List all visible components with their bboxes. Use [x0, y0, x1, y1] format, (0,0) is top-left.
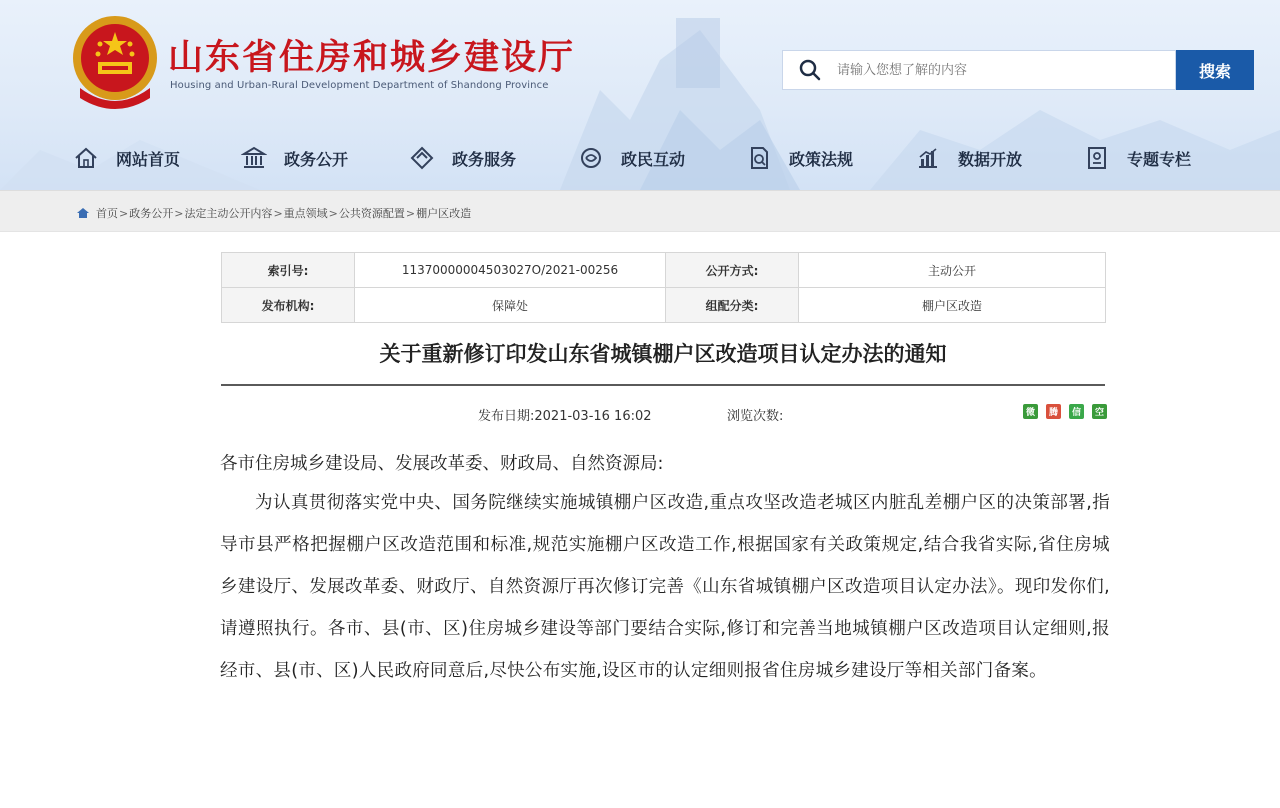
article-salutation: 各市住房城乡建设局、发展改革委、财政局、自然资源局: [220, 454, 664, 474]
breadcrumb-item-gov-affairs[interactable]: 政务公开 [129, 207, 174, 220]
main-nav [0, 140, 1280, 176]
nav-item-label: 政务服务 [452, 149, 517, 169]
nav-item-open-data[interactable] [914, 140, 1022, 176]
title-divider [221, 384, 1105, 386]
search-box [782, 50, 1176, 90]
breadcrumb-item-statutory[interactable]: 法定主动公开内容 [184, 207, 273, 220]
publisher-label: 发布机构: [222, 288, 355, 323]
national-emblem-logo [70, 14, 160, 110]
search-icon[interactable] [783, 51, 837, 89]
breadcrumb-bar [0, 190, 1280, 232]
site-header [0, 0, 1280, 190]
nav-item-policy[interactable] [745, 140, 853, 176]
disclosure-method-value: 主动公开 [799, 253, 1106, 288]
breadcrumb-separator: > [328, 206, 338, 220]
interaction-icon [577, 144, 605, 172]
site-title: 山东省住房和城乡建设厅 [168, 38, 576, 78]
service-diamond-icon [408, 144, 436, 172]
publish-date: 发布日期:2021-03-16 16:02 [478, 409, 652, 424]
breadcrumb-item-key-areas[interactable]: 重点领域 [283, 207, 328, 220]
article-paragraph: 为认真贯彻落实党中央、国务院继续实施城镇棚户区改造,重点攻坚改造老城区内脏乱差棚户区的决策部署,指导市县严格把握棚户区改造范围和标准,规范实施棚户区改造工作,根据国家有关政策规定,结合我省实际,省住房城乡建设厅、发展改革委、财政厅、自然资源厅再次修订完善《山东省城镇棚户区改造项目认定办法》。现印发你们,请遵照执行。各市、县(市、区)住房城乡建设等部门要结合实际,修订和完善当地城镇棚户区改造项目认定细则,报经市、县(市、区)人民政府同意后,尽快公布实施,设区市的认定细则报省住房城乡建设厅等相关部门备案。 [220, 493, 1110, 681]
breadcrumb [76, 205, 471, 221]
view-count: 浏览次数: [727, 409, 784, 424]
nav-item-gov-affairs[interactable] [240, 140, 348, 176]
nav-item-topics[interactable] [1083, 140, 1191, 176]
qzone-icon[interactable]: 空 [1092, 404, 1107, 419]
category-label: 组配分类: [666, 288, 799, 323]
weibo-icon[interactable]: 微 [1023, 404, 1038, 419]
index-number-value: 11370000004503027O/2021-00256 [355, 253, 666, 288]
nav-item-label: 数据开放 [958, 149, 1023, 169]
nav-item-label: 专题专栏 [1127, 149, 1192, 169]
nav-item-label: 政策法规 [789, 149, 854, 169]
index-number-label: 索引号: [222, 253, 355, 288]
breadcrumb-separator: > [174, 206, 184, 220]
data-chart-icon [914, 144, 942, 172]
category-value: 棚户区改造 [799, 288, 1106, 323]
search-input[interactable] [837, 52, 1175, 88]
breadcrumb-item-shantytown[interactable]: 棚户区改造 [416, 207, 472, 220]
home-icon [76, 207, 90, 219]
article-body [220, 446, 1110, 692]
document-meta-table [221, 252, 1106, 323]
policy-document-icon [745, 144, 773, 172]
nav-item-interaction[interactable] [577, 140, 685, 176]
publisher-value: 保障处 [355, 288, 666, 323]
tencent-icon[interactable]: 腾 [1046, 404, 1061, 419]
nav-item-label: 网站首页 [116, 149, 181, 169]
nav-item-gov-service[interactable] [408, 140, 516, 176]
disclosure-method-label: 公开方式: [666, 253, 799, 288]
breadcrumb-item-home[interactable]: 首页 [96, 207, 118, 220]
share-icons [1015, 404, 1107, 419]
site-subtitle: Housing and Urban-Rural Development Department of Shandong Province [170, 80, 549, 91]
government-building-icon [240, 144, 268, 172]
breadcrumb-separator: > [273, 206, 283, 220]
table-row [222, 253, 1106, 288]
wechat-icon[interactable]: 信 [1069, 404, 1084, 419]
topic-column-icon [1083, 144, 1111, 172]
nav-item-label: 政务公开 [284, 149, 349, 169]
search-button[interactable]: 搜索 [1176, 50, 1254, 90]
article-title: 关于重新修订印发山东省城镇棚户区改造项目认定办法的通知 [379, 342, 947, 366]
breadcrumb-separator: > [405, 206, 416, 220]
breadcrumb-separator: > [119, 206, 129, 220]
table-row [222, 288, 1106, 323]
nav-item-home[interactable] [72, 140, 180, 176]
nav-item-label: 政民互动 [621, 149, 686, 169]
home-icon [72, 144, 100, 172]
breadcrumb-item-public-resources[interactable]: 公共资源配置 [338, 207, 405, 220]
